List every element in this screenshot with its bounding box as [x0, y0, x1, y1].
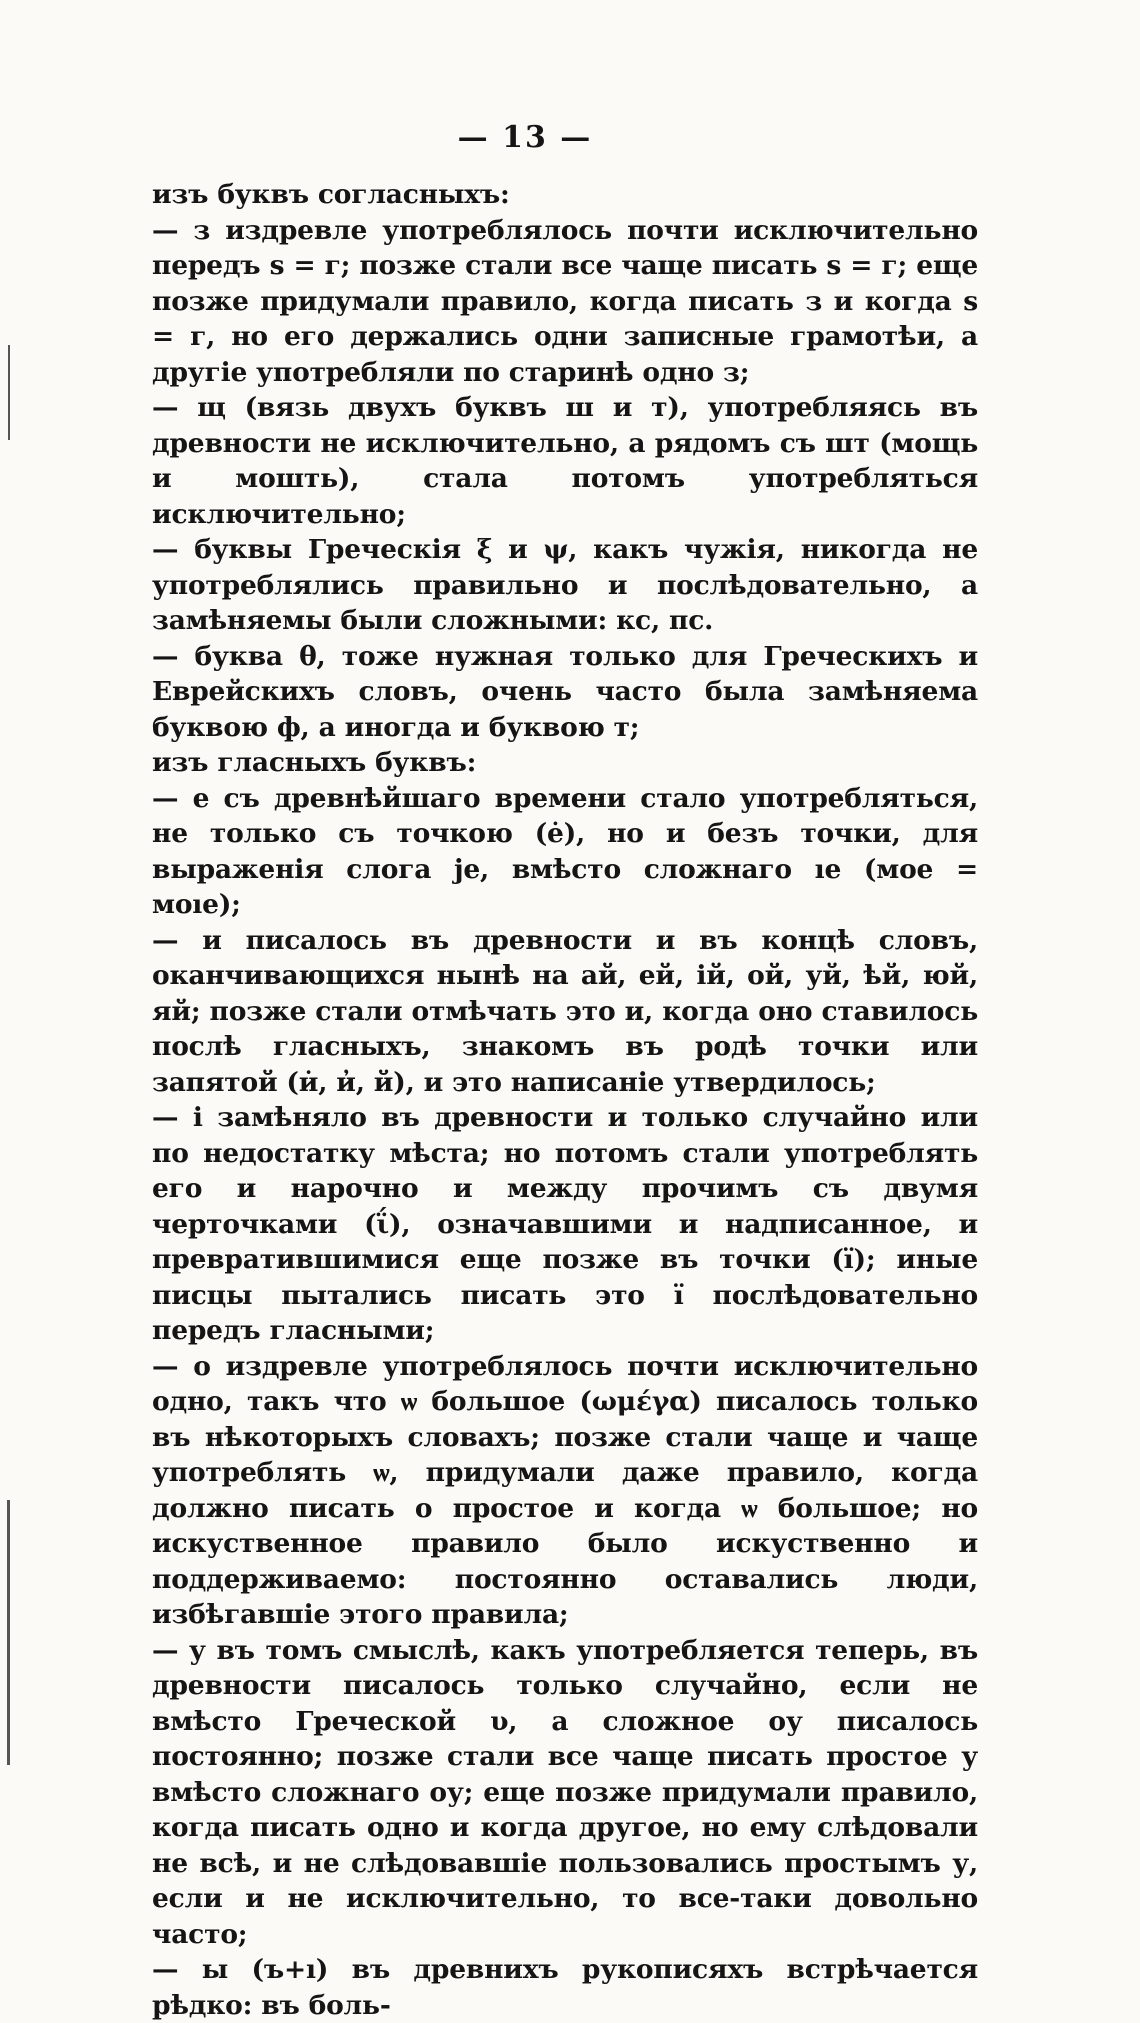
paragraph-u: — у въ томъ смыслѣ, какъ употребляется теперь, въ древности писалось только случайно, если не вмѣсто Греческой υ, а сложное оу писалось постоянно; позже стали все чаще писать простое у вмѣсто сложнаго оу; еще позже придумали правило, когда писать одно и когда другое, но ему слѣдовали не всѣ, и не слѣдовавшіе пользовались простымъ у, если и не исключительно, то все-таки довольно часто; [152, 1634, 978, 1950]
paragraph-greek-letters: — буквы Греческія ξ и ψ, какъ чужія, никогда не употреблялись правильно и послѣдовательно, а замѣняемы были сложными: кс, пс. [152, 534, 978, 636]
paragraph-y: — ы (ъ+ı) въ древнихъ рукописяхъ встрѣчается рѣдко: въ боль- [152, 1954, 978, 2021]
body-text [152, 177, 978, 2023]
paragraph-o: — о издревле употреблялось почти исключительно одно, такъ что ѡ большое (ωμέγα) писалось только въ нѣкоторыхъ словахъ; позже стали чаще и чаще употреблять ѡ, придумали даже правило, когда должно писать о простое и когда ѡ большое; но искуственное правило было искуственно и поддерживаемо: постоянно оставались люди, избѣгавшіе этого правила; [152, 1350, 978, 1630]
paragraph-i-dotted: — і замѣняло въ древности и только случайно или по недостатку мѣста; но потомъ стали употреблять его и нарочно и между прочимъ съ двумя черточками (ΐ), означавшими и надписанное, и превратившимися еще позже въ точки (ї); иные писцы пытались писать это ї послѣдовательно передъ гласными; [152, 1102, 978, 1346]
scan-edge-mark [7, 1500, 10, 1765]
paragraph-z: — з издревле употреблялось почти исключительно передъ s = г; позже стали все чаще писать s = г; еще позже придумали правило, когда писать з и когда s = г, но его держались одни записные грамотѣи, а другіе употребляли по старинѣ одно з; [152, 214, 978, 388]
paragraph-i: — и писалось въ древности и въ концѣ словъ, оканчивающихся нынѣ на ай, ей, ій, ой, уй, ѣй, юй, яй; позже стали отмѣчать это и, когда оно ставилось послѣ гласныхъ, знакомъ въ родѣ точки или запятой (и̇, и̓, й), и это написаніе утвердилось; [152, 924, 978, 1098]
paragraph-e: — е съ древнѣйшаго времени стало употребляться, не только съ точкою (ė), но и безъ точки, для выраженія слога je, вмѣсто сложнаго ıе (мое = моıе); [152, 782, 978, 920]
paragraph-shch: — щ (вязь двухъ буквъ ш и т), употребляясь въ древности не исключительно, а рядомъ съ шт (мощь и мошть), стала потомъ употребляться исключительно; [152, 392, 978, 530]
paragraph-vowels-heading: изъ гласныхъ буквъ: [152, 747, 477, 778]
paragraph-consonants-heading: изъ буквъ согласныхъ: [152, 179, 510, 210]
scan-edge-mark [8, 345, 10, 440]
page-number: — 13 — [457, 120, 593, 155]
paragraph-theta: — буква θ, тоже нужная только для Греческихъ и Еврейскихъ словъ, очень часто была замѣняема буквою ф, а иногда и буквою т; [152, 640, 978, 743]
